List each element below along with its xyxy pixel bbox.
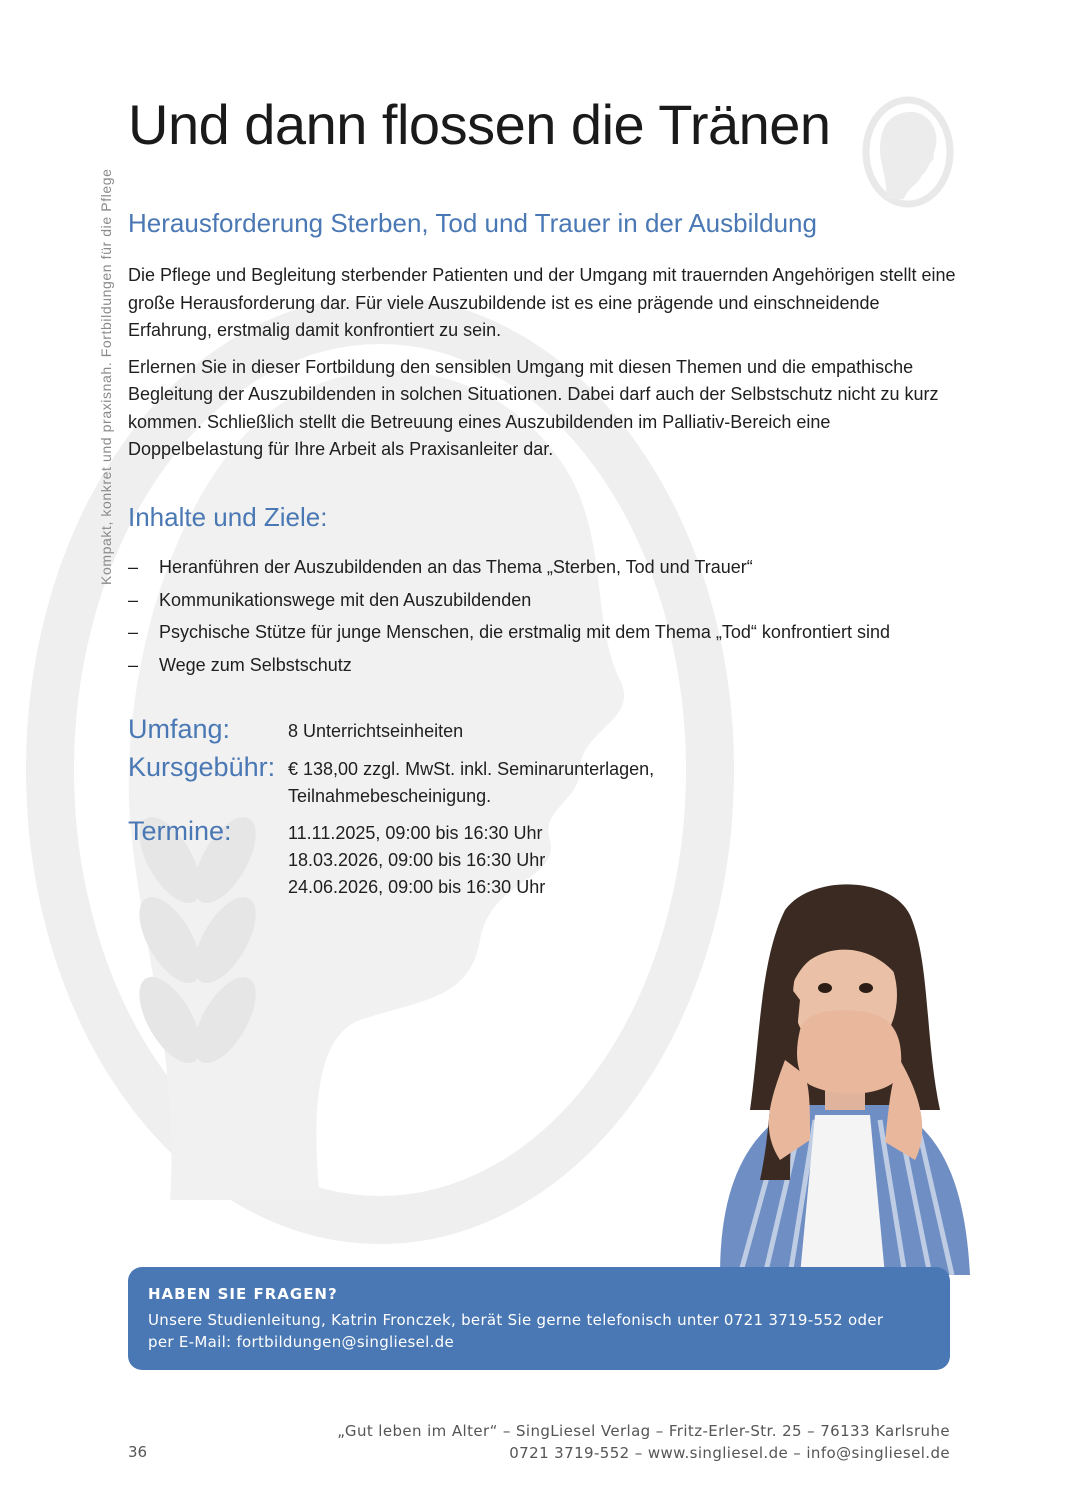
contact-title: HABEN SIE FRAGEN? [148,1285,338,1303]
umfang-row [128,712,654,746]
surprised-woman-photo [690,880,990,1275]
footer-contact: 0721 3719-552 – www.singliesel.de – info@singliesel.de [509,1444,950,1462]
list-item [128,585,890,618]
gebuehr-line-2: Teilnahmebescheinigung. [288,786,492,806]
list-item-text: Heranführen der Auszubildenden an das Thema „Sterben, Tod und Trauer“ [159,557,753,577]
page-subtitle: Herausforderung Sterben, Tod und Trauer in der Ausbildung [128,208,817,238]
list-item [128,650,890,683]
gebuehr-label: Kursgebühr: [128,752,276,782]
contact-text [148,1309,930,1353]
list-dash: – [128,557,139,577]
contact-line-2: per E-Mail: fortbildungen@singliesel.de [148,1333,455,1351]
gebuehr-value [288,750,654,810]
termin-date: 24.06.2026, 09:00 bis 16:30 Uhr [288,877,546,897]
list-item [128,552,890,585]
list-item-text: Wege zum Selbstschutz [159,654,352,675]
goals-list [128,552,890,682]
list-item [128,617,890,650]
singliesel-logo-icon [858,95,958,210]
list-dash: – [128,622,139,642]
list-item-text: Kommunikationswege mit den Auszubildenden [159,589,532,610]
list-dash: – [128,654,139,675]
page-number: 36 [128,1443,148,1461]
list-dash: – [128,589,139,610]
termine-row [128,814,654,901]
termin-date: 18.03.2026, 09:00 bis 16:30 Uhr [288,850,546,870]
termin-date: 11.11.2025, 09:00 bis 16:30 Uhr [288,823,543,843]
termine-label: Termine: [128,816,232,846]
course-info [128,712,654,905]
contact-line-1: Unsere Studienleitung, Katrin Fronczek, berät Sie gerne telefonisch unter 0721 3719-552 oder [148,1311,884,1329]
page-title: Und dann flossen die Tränen [128,93,831,156]
intro-paragraph-1: Die Pflege und Begleitung sterbender Patienten und der Umgang mit trauernden Angehörigen stellt eine große Herausforderung dar. Für viele Auszubildende ist es eine prägende und einschneidende Erfahrung, erstmalig damit konfrontiert zu sein. [128,265,956,340]
goals-heading: Inhalte und Ziele: [128,502,328,532]
footer-address: „Gut leben im Alter“ – SingLiesel Verlag – Fritz-Erler-Str. 25 – 76133 Karlsruhe [337,1422,950,1440]
intro-text [128,262,958,473]
list-item-text: Psychische Stütze für junge Menschen, die erstmalig mit dem Thema „Tod“ konfrontiert sind [159,622,890,642]
footer [337,1420,950,1464]
gebuehr-row [128,750,654,810]
intro-paragraph-2: Erlernen Sie in dieser Fortbildung den sensiblen Umgang mit diesen Themen und die empathische Begleitung der Auszubildenden in solchen Situationen. Dabei darf auch der Selbstschutz nicht zu kurz kommen. Schließlich stellt die Betreuung eines Auszubildenden im Palliativ-Bereich eine Doppelbelastung für Ihre Arbeit als Praxisanleiter dar. [128,356,939,459]
umfang-value: 8 Unterrichtseinheiten [288,721,464,741]
vertical-tagline: Kompakt, konkret und praxisnah. Fortbildungen für die Pflege [98,168,114,585]
gebuehr-line-1: € 138,00 zzgl. MwSt. inkl. Seminarunterlagen, [288,759,655,779]
termine-value [288,814,545,901]
umfang-label: Umfang: [128,714,231,744]
contact-box [128,1267,950,1370]
